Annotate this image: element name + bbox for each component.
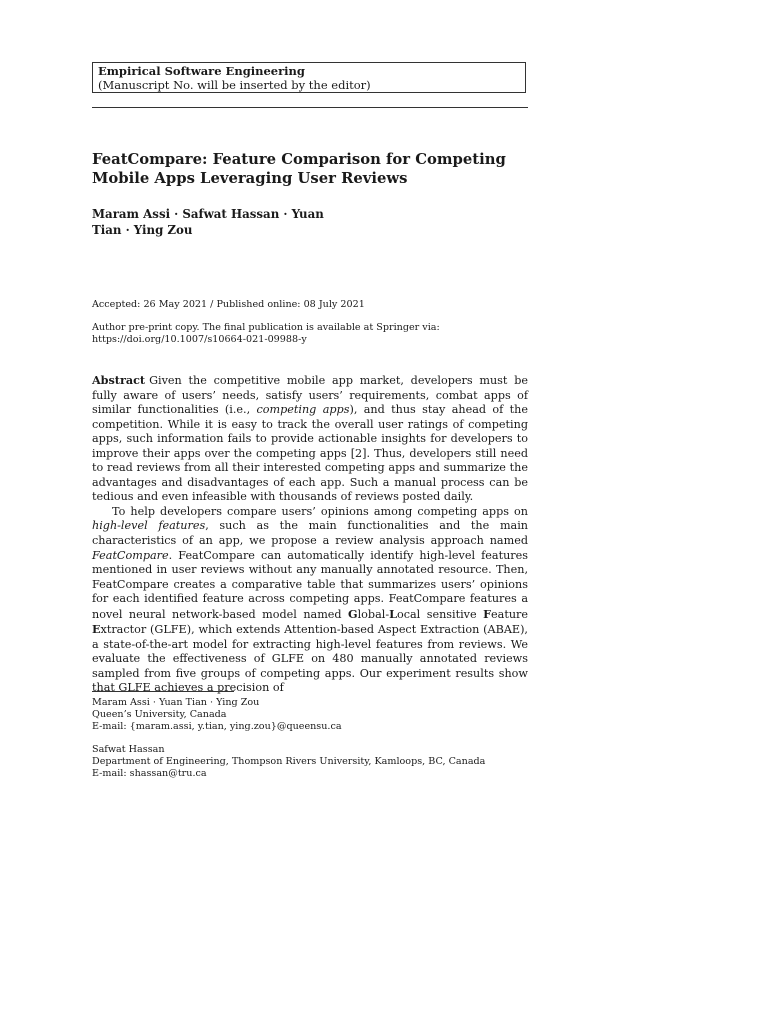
abstract-text: xtractor (GLFE), which extends Attention-based Aspect Extraction (ABAE), a state-of-the-art model for extracting high-level features from reviews. We evaluate the effectiveness of GLFE on 480 manually annotated reviews sampled from five groups of competing apps. Our experiment results show that GLFE achieves a precision of [92, 623, 528, 695]
preprint-note: Author pre-print copy. The final publication is available at Springer via: https://doi.org/10.1007/s10664-021-09988-y [92, 322, 440, 345]
footnote-affiliation: Queen’s University, Canada [92, 709, 227, 721]
paper-title: FeatCompare: Feature Comparison for Competing Mobile Apps Leveraging User Reviews [92, 151, 506, 187]
abstract-heading: Abstract [92, 373, 146, 387]
journal-header-box [92, 62, 526, 93]
affiliation-footnotes [92, 697, 528, 790]
author-line-1: Maram Assi · Safwat Hassan · Yuan [92, 207, 324, 221]
abstract-paragraph-2 [92, 505, 528, 696]
footnote-names: Safwat Hassan [92, 743, 165, 755]
abstract-emphasis: FeatCompare [92, 548, 169, 562]
header-rule [92, 107, 528, 108]
abstract-emphasis: high-level features [92, 519, 206, 533]
acronym-letter: E [92, 622, 101, 637]
abstract [92, 373, 528, 696]
footnote-rule [92, 691, 234, 692]
abstract-emphasis: competing apps [256, 403, 350, 417]
abstract-text: , such as the main functionalities and the main characteristics of an app, we propose a review analysis approach named [92, 519, 529, 548]
journal-name: Empirical Software Engineering [98, 64, 305, 78]
acronym-letter: F [483, 606, 492, 621]
footnote-affiliation: Department of Engineering, Thompson Rivers University, Kamloops, BC, Canada [92, 755, 486, 767]
abstract-paragraph-1 [92, 373, 528, 505]
author-list [92, 206, 372, 238]
footnote-email: E-mail: {maram.assi, y.tian, ying.zou}@queensu.ca [92, 721, 342, 733]
abstract-text: lobal- [357, 607, 390, 621]
acronym-letter: G [348, 606, 358, 621]
footnote-names: Maram Assi · Yuan Tian · Ying Zou [92, 697, 260, 708]
abstract-text: ), and thus stay ahead of the competition. While it is easy to track the overall user ratings of competing apps, such information fails to provide actionable insights for developers to improve their apps over the competing apps [2]. Thus, developers still need to read reviews from all their interested competing apps and summarize the advantages and disadvantages of each app. Such a manual process can be tedious and even infeasible with thousands of reviews posted daily. [92, 403, 528, 504]
publication-dates: Accepted: 26 May 2021 / Published online: 08 July 2021 [92, 299, 365, 310]
footnote-email: E-mail: shassan@tru.ca [92, 768, 207, 780]
acronym-letter: L [389, 606, 397, 621]
abstract-text: Given the competitive mobile app market, developers must be fully aware of users’ needs, satisfy users’ requirements, combat apps of similar functionalities (i.e., [92, 374, 528, 417]
manuscript-note: (Manuscript No. will be inserted by the editor) [98, 78, 371, 92]
abstract-text: ocal sensitive [397, 607, 484, 621]
abstract-text: eature [491, 607, 528, 621]
abstract-text: . FeatCompare can automatically identify high-level features mentioned in user reviews without any manually annotated resource. Then, FeatCompare creates a comparative table that summarizes users’ opinions for each identified feature across competing apps. FeatCompare features a novel neural network-based model named [92, 548, 528, 621]
footnote-queens [92, 697, 528, 734]
footnote-tru [92, 744, 528, 781]
author-line-2: Tian · Ying Zou [92, 223, 193, 237]
abstract-text: To help developers compare users’ opinions among competing apps on [112, 504, 528, 518]
